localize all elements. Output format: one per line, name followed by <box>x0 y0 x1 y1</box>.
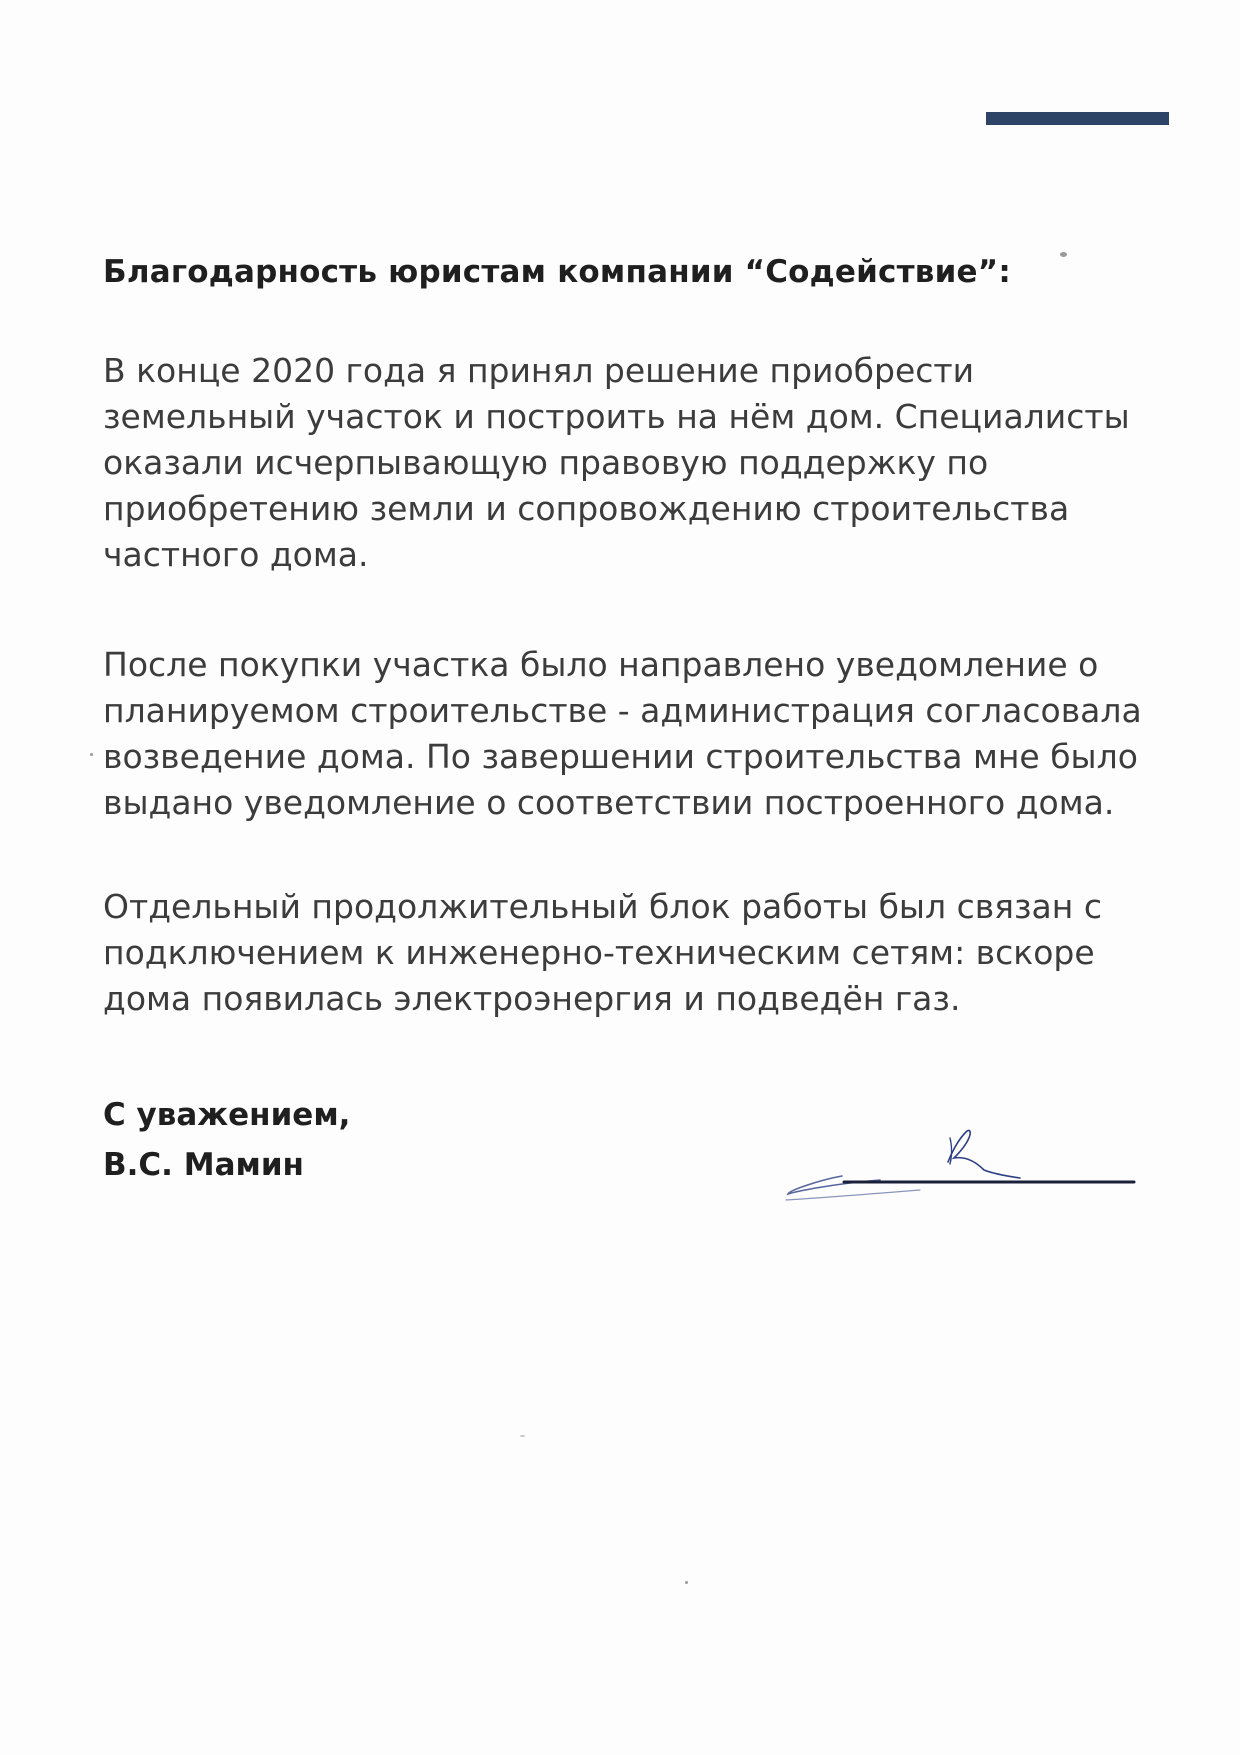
author-name: В.С. Мамин <box>103 1147 304 1183</box>
paragraph-2 <box>103 642 1183 826</box>
paragraph-line: После покупки участка было направлено уведомление о <box>103 645 1099 684</box>
scan-speck <box>520 1435 525 1437</box>
handwritten-signature <box>780 1118 1140 1208</box>
scan-speck <box>90 753 93 756</box>
paragraph-line: оказали исчерпывающую правовую поддержку по <box>103 443 989 482</box>
closing-block <box>103 1090 350 1190</box>
paragraph-line: выдано уведомление о соответствии построенного дома. <box>103 783 1115 822</box>
paragraph-line: приобретению земли и сопровождению строительства <box>103 489 1070 528</box>
scan-speck <box>685 1581 688 1584</box>
paragraph-3 <box>103 884 1183 1022</box>
letter-title: Благодарность юристам компании “Содействие”: <box>103 254 1011 290</box>
closing-salutation: С уважением, <box>103 1097 351 1133</box>
paragraph-line: возведение дома. По завершении строительства мне было <box>103 737 1138 776</box>
header-accent-bar <box>986 112 1169 125</box>
paragraph-line: В конце 2020 года я принял решение приобрести <box>103 351 975 390</box>
scan-speck <box>1060 252 1067 257</box>
paragraph-line: частного дома. <box>103 535 369 574</box>
paragraph-line: Отдельный продолжительный блок работы был связан с <box>103 887 1102 926</box>
paragraph-1 <box>103 348 1183 578</box>
paragraph-line: дома появилась электроэнергия и подведён газ. <box>103 979 961 1018</box>
paragraph-line: подключением к инженерно-техническим сетям: вскоре <box>103 933 1095 972</box>
paragraph-line: планируемом строительстве - администрация согласовала <box>103 691 1142 730</box>
paragraph-line: земельный участок и построить на нём дом. Специалисты <box>103 397 1130 436</box>
